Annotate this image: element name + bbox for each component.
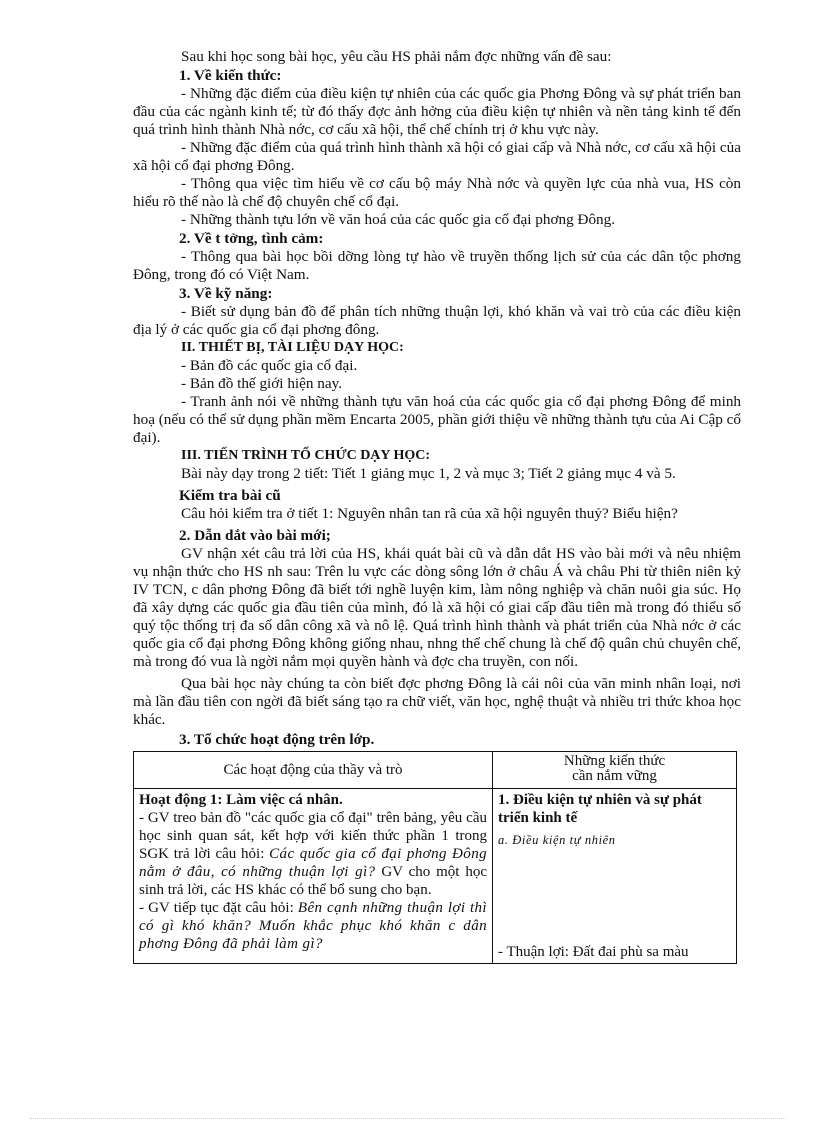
activity-title: Hoạt động 1: Làm việc cá nhân. <box>139 792 343 808</box>
header-line: Những kiến thức <box>563 753 666 769</box>
dan-dat-paragraph: GV nhận xét câu trả lời của HS, khái quát bài cũ và dẫn dắt HS vào bài mới và nêu nhiệm vụ nhận thức cho HS nh sau: Trên lu vực các dòng sông lớn ở châu Á và châu Phi từ thiên niên kỷ IV TCN, c dân phơng Đông đã biết tới nghề luyện kim, làm nông nghiệp và chăn nuôi gia súc. Họ đã xây dựng các quốc gia đầu tiên của mình, đó là xã hội có giai cấp đầu tiên mà trong đó thiểu số quý tộc thống trị đa số dân công xã và nô lệ. Quá trình hình thành và phát triển của Nhà nớc ở các quốc gia cổ đại phơng Đông không giống nhau, nhng thể chế chung là chế độ quân chủ chuyên chế, mà trong đó vua là ngời nắm mọi quyền hành và đợc cha truyền, con nối. <box>133 545 741 670</box>
thiet-bi-item: - Bản đồ các quốc gia cổ đại. <box>181 357 358 374</box>
dan-dat-paragraph: Qua bài học này chúng ta còn biết đợc phơng Đông là cái nôi của văn minh nhân loại, nơi mà lần đầu tiên con ngời đã biết sáng tạo ra chữ viết, văn học, nghệ thuật và nhiều tri thức khoa học khác. <box>133 675 741 728</box>
tu-tuong-item: - Thông qua bài học bồi dỡng lòng tự hào về truyền thống lịch sử của các dân tộc phơng Đông, trong đó có Việt Nam. <box>133 248 741 283</box>
heading-tien-trinh: III. TIẾN TRÌNH TỔ CHỨC DẠY HỌC: <box>181 448 431 463</box>
kien-thuc-item: - Thông qua việc tìm hiểu về cơ cấu bộ máy Nhà nớc và quyền lực của nhà vua, HS còn hiểu rõ thế nào là chế độ chuyên chế cổ đại. <box>133 175 741 210</box>
knowledge-cell <box>493 789 737 964</box>
heading-dan-dat: 2. Dẫn dắt vào bài mới; <box>179 527 331 544</box>
kien-thuc-item: - Những thành tựu lớn về văn hoá của các quốc gia cổ đại phơng Đông. <box>181 211 616 228</box>
activity-question: Các quốc gia cổ đại phơng Đông nằm ở đâu, có những thuận lợi gì? <box>139 846 487 880</box>
thiet-bi-item: - Tranh ảnh nói về những thành tựu văn hoá của các quốc gia cổ đại phơng Đông để minh hoạ (nếu có thể sử dụng phần mềm Encarta 2005, phần giới thiệu về những thành tựu của Ai Cập cổ đại). <box>133 393 741 446</box>
heading-kiem-tra: Kiểm tra bài cũ <box>179 487 281 504</box>
table-header-activities: Các hoạt động của thầy và trò <box>134 752 493 789</box>
knowledge-title: 1. Điều kiện tự nhiên và sự phát triển kinh tế <box>498 792 702 826</box>
activity-text: - GV tiếp tục đặt câu hỏi: <box>139 900 298 916</box>
heading-to-chuc: 3. Tổ chức hoạt động trên lớp. <box>179 731 375 748</box>
heading-ky-nang: 3. Về kỹ năng: <box>179 285 273 302</box>
activity-paragraph <box>139 809 487 899</box>
tien-trinh-text: Bài này dạy trong 2 tiết: Tiết 1 giảng mục 1, 2 và mục 3; Tiết 2 giảng mục 4 và 5. <box>181 465 676 482</box>
table-header-row <box>134 752 737 789</box>
heading-kien-thuc: 1. Về kiến thức: <box>179 67 282 84</box>
activity-question: Bên cạnh những thuận lợi thì có gì khó khăn? Muốn khắc phục khó khăn c dân phơng Đông đã phải làm gì? <box>139 900 488 952</box>
header-line: cần nắm vững <box>572 768 657 784</box>
heading-thiet-bi: II. THIẾT BỊ, TÀI LIỆU DẠY HỌC: <box>181 340 404 355</box>
intro-text: Sau khi học song bài học, yêu cầu HS phải nắm đợc những vấn đề sau: <box>181 48 612 65</box>
document-body <box>133 48 741 964</box>
kien-thuc-item: - Những đặc điểm của quá trình hình thành xã hội có giai cấp và Nhà nớc, cơ cấu xã hội của xã hội cổ đại phơng Đông. <box>133 139 741 174</box>
page-bottom-rule <box>30 1118 786 1119</box>
thiet-bi-item: - Bản đồ thế giới hiện nay. <box>181 375 342 392</box>
heading-tu-tuong: 2. Về t tởng, tình cảm: <box>179 230 324 247</box>
ky-nang-item: - Biết sử dụng bản đồ để phân tích những thuận lợi, khó khăn và vai trò của các điều kiện địa lý ở các quốc gia cổ đại phơng đông. <box>133 303 741 338</box>
kiem-tra-text: Câu hỏi kiểm tra ở tiết 1: Nguyên nhân tan rã của xã hội nguyên thuỷ? Biểu hiện? <box>181 505 678 522</box>
table-row <box>134 789 737 964</box>
activity-text: - GV treo bản đồ "các quốc gia cổ đại" trên bảng, yêu cầu học sinh quan sát, kết hợp với kiến thức phần 1 trong SGK trả lời câu hỏi: <box>139 810 487 862</box>
kien-thuc-item: - Những đặc điểm của điều kiện tự nhiên của các quốc gia Phơng Đông và sự phát triển ban đầu của các ngành kinh tế; từ đó thấy đợc ảnh hởng của điều kiện tự nhiên và nền tảng kinh tế đến quá trình hình thành Nhà nớc, cơ cấu xã hội, thể chế chính trị ở khu vực này. <box>133 85 741 138</box>
activity-paragraph <box>139 899 487 953</box>
knowledge-subtitle: a. Điều kiện tự nhiên <box>498 833 616 847</box>
activity-text: GV cho một học sinh trả lời, các HS khác có thể bổ sung cho bạn. <box>139 864 487 898</box>
activity-cell <box>134 789 493 964</box>
activity-table <box>133 751 737 964</box>
table-header-knowledge <box>493 752 737 789</box>
knowledge-bottom-text: - Thuận lợi: Đất đai phù sa màu <box>498 944 689 960</box>
